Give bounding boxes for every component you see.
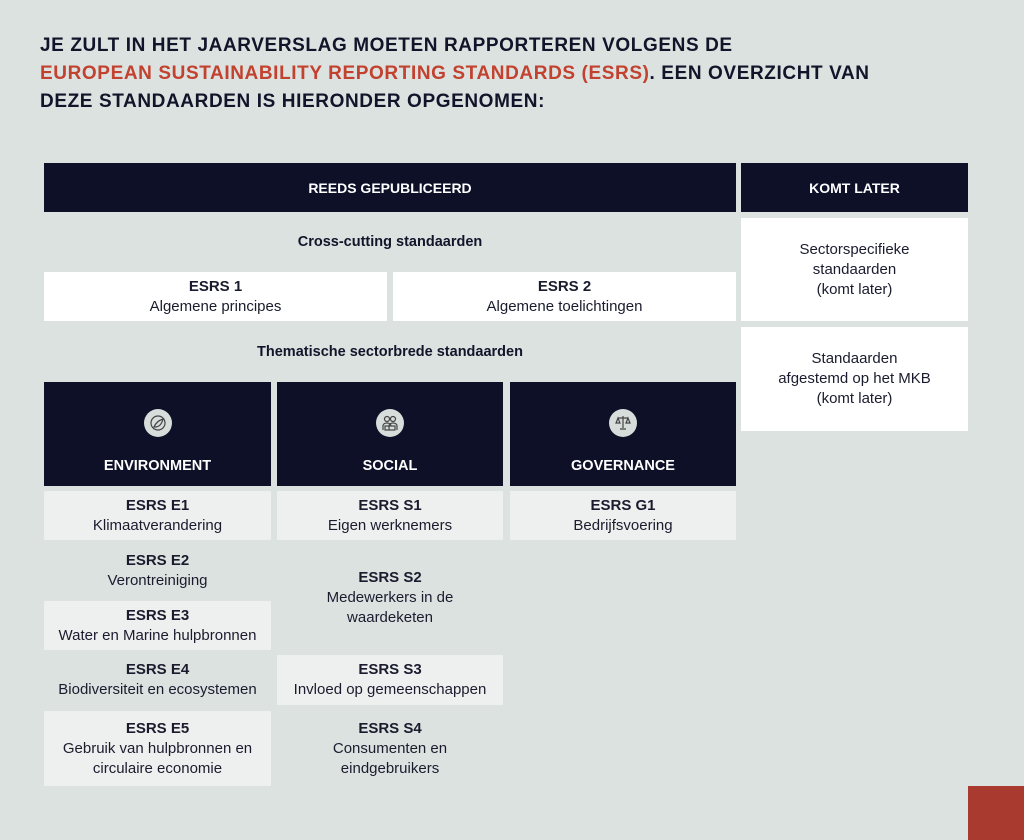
standard-esrs-e4	[44, 655, 271, 705]
standard-title: eindgebruikers	[340, 759, 440, 777]
standard-title: waardeketen	[347, 609, 433, 626]
standard-esrs-e5	[44, 711, 271, 786]
standard-title: Klimaatverandering	[92, 516, 223, 534]
standard-esrs-e1	[44, 491, 271, 540]
standard-title: Bedrijfsvoering	[573, 516, 673, 534]
later-text: (komt later)	[816, 280, 893, 298]
thematic-label: Thematische sectorbrede standaarden	[257, 344, 523, 360]
standard-esrs-s1	[277, 491, 503, 540]
cross-cutting-label: Cross-cutting standaarden	[297, 234, 483, 250]
later-text: Sectorspecifieke	[799, 240, 910, 258]
heading-line-1: JE ZULT IN HET JAARVERSLAG MOETEN RAPPORTEREN VOLGENS DE	[40, 35, 733, 56]
standard-esrs-1	[44, 272, 387, 321]
standard-code: ESRS 2	[537, 277, 592, 295]
decorative-red-square	[968, 786, 1024, 840]
standard-esrs-g1	[510, 491, 736, 540]
pillar-social	[277, 382, 503, 486]
pillar-environment	[44, 382, 271, 486]
standard-esrs-s4	[277, 711, 503, 786]
standard-code: ESRS E4	[125, 661, 190, 678]
later-sector-specific	[741, 218, 968, 321]
globe-leaf-icon	[144, 409, 172, 437]
standard-title: Algemene principes	[149, 297, 282, 315]
standard-code: ESRS E5	[125, 719, 190, 737]
people-icon	[376, 409, 404, 437]
later-sme	[741, 327, 968, 431]
standard-title: Biodiversiteit en ecosystemen	[58, 681, 257, 698]
standard-title: Eigen werknemers	[327, 516, 453, 534]
pillar-label: ENVIRONMENT	[103, 458, 212, 474]
standard-title: Water en Marine hulpbronnen	[58, 626, 257, 644]
standard-title: Gebruik van hulpbronnen en	[62, 739, 253, 757]
standard-title: Consumenten en	[332, 739, 448, 757]
published-header: REEDS GEPUBLICEERD	[44, 163, 736, 212]
standard-esrs-e2	[44, 546, 271, 596]
later-text: Standaarden	[811, 350, 898, 367]
later-text: (komt later)	[816, 390, 893, 407]
standard-title: Invloed op gemeenschappen	[293, 681, 487, 698]
standard-esrs-s2	[277, 546, 503, 650]
pillar-governance	[510, 382, 736, 486]
heading-highlight: EUROPEAN SUSTAINABILITY REPORTING STANDARDS (ESRS)	[40, 63, 650, 84]
standard-esrs-e3	[44, 601, 271, 650]
standard-title: circulaire economie	[92, 759, 223, 777]
standard-code: ESRS E2	[125, 552, 190, 569]
standard-code: ESRS S4	[358, 719, 422, 737]
scales-icon	[609, 409, 637, 437]
pillar-label: GOVERNANCE	[571, 458, 675, 474]
later-text: afgestemd op het MKB	[778, 370, 931, 387]
standard-code: ESRS S3	[358, 661, 422, 678]
standard-code: ESRS S2	[358, 569, 422, 586]
standard-code: ESRS G1	[590, 496, 656, 514]
standard-title: Medewerkers in de	[326, 589, 454, 606]
standard-title: Algemene toelichtingen	[486, 297, 643, 315]
standard-code: ESRS 1	[188, 277, 243, 295]
later-text: standaarden	[812, 260, 897, 278]
standard-esrs-s3	[277, 655, 503, 705]
later-header: KOMT LATER	[741, 163, 968, 212]
standard-title: Verontreiniging	[107, 572, 208, 589]
pillar-label: SOCIAL	[362, 458, 418, 474]
standard-code: ESRS S1	[358, 496, 422, 514]
heading-line-3: DEZE STANDAARDEN IS HIERONDER OPGENOMEN:	[40, 91, 546, 112]
heading-line-2: . EEN OVERZICHT VAN	[649, 63, 870, 84]
standard-esrs-2	[393, 272, 736, 321]
intro-heading	[40, 32, 870, 116]
standard-code: ESRS E3	[125, 606, 190, 624]
standard-code: ESRS E1	[125, 496, 190, 514]
